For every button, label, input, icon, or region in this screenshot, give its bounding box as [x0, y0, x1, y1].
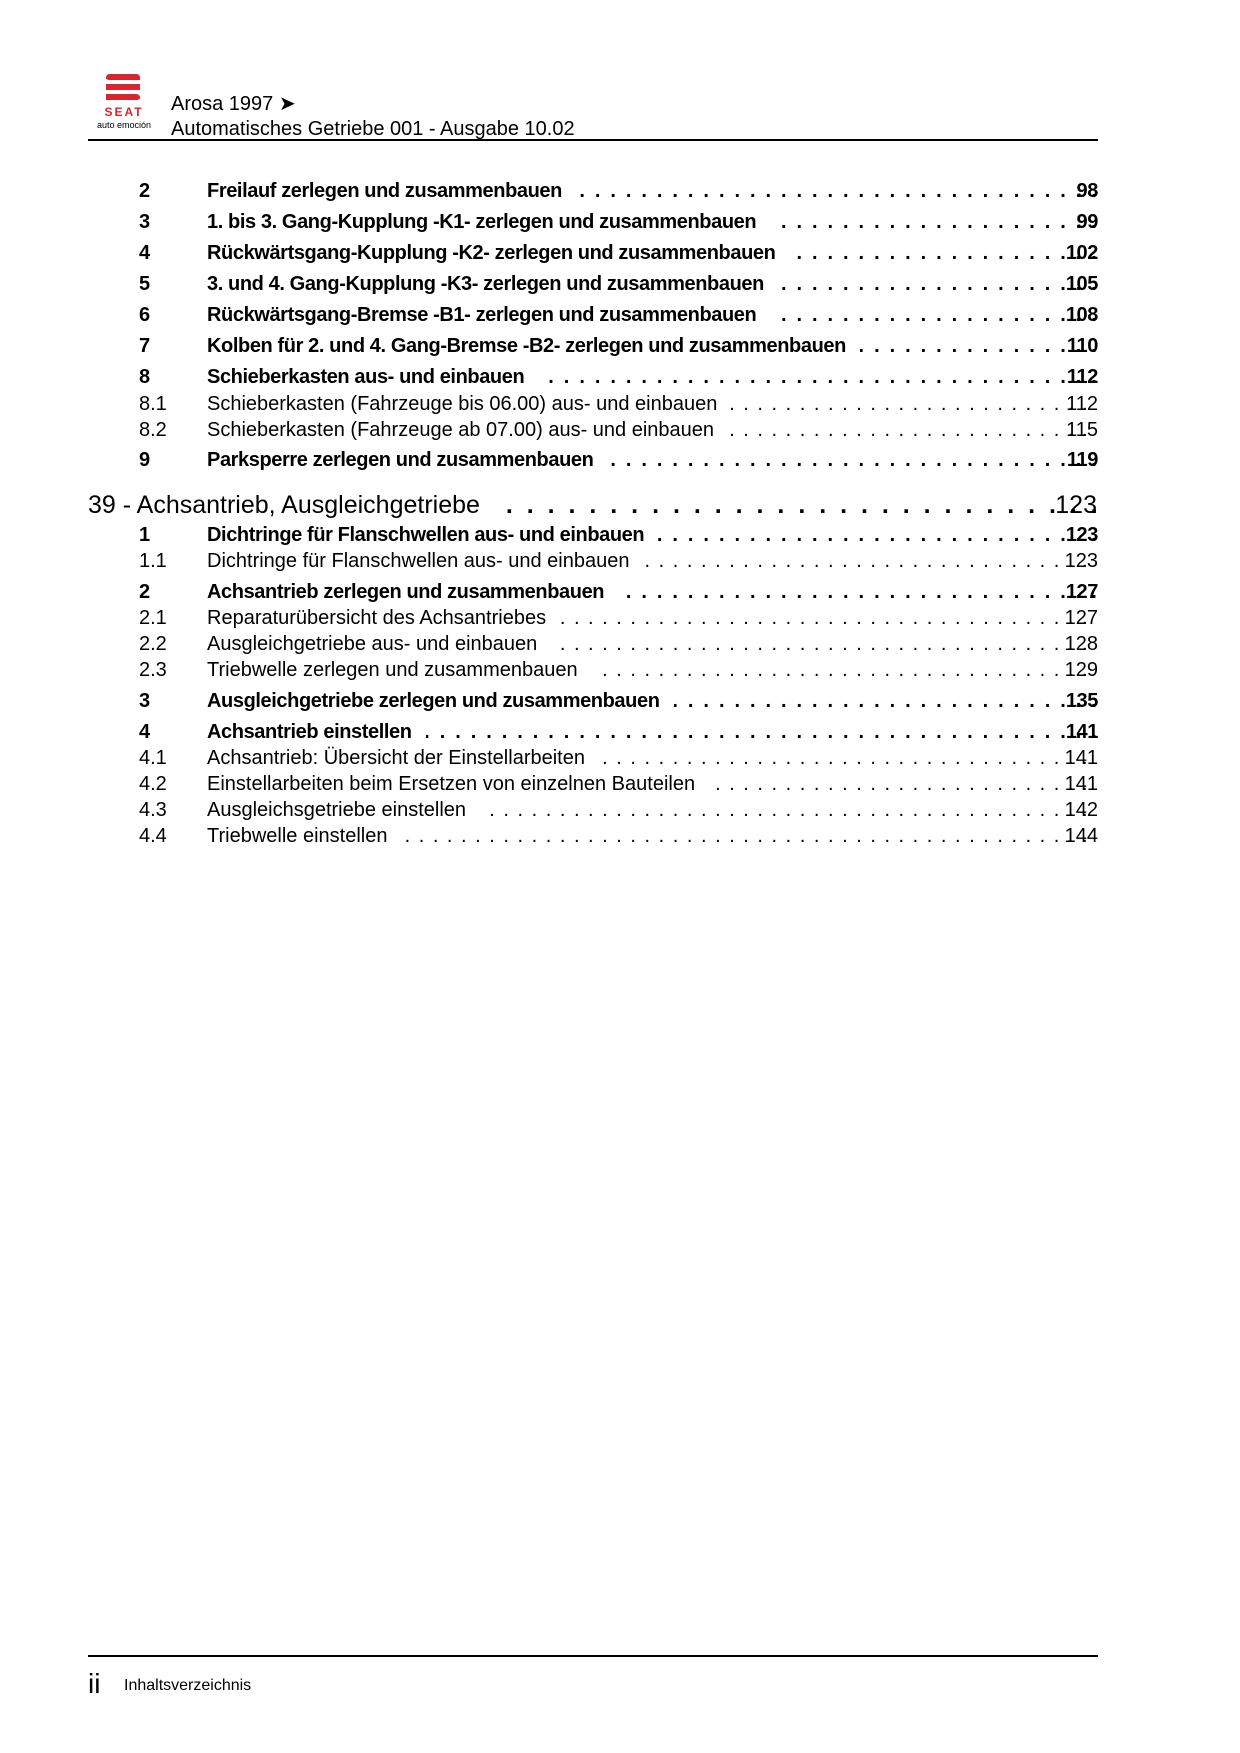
toc-entry-number: 8 — [139, 366, 150, 388]
toc-entry-page: 105 — [1065, 273, 1098, 295]
toc-entry-page: 141 — [1064, 773, 1098, 795]
toc-entry-page: 112 — [1066, 366, 1098, 388]
toc-entry-title: Schieberkasten aus- und einbauen — [207, 366, 538, 388]
toc-entry-title: 1. bis 3. Gang-Kupplung -K1- zerlegen und zusammenbauen — [207, 211, 770, 233]
toc-entry-title: Rückwärtsgang-Kupplung -K2- zerlegen und zusammenbauen — [207, 242, 789, 264]
toc-entry-title-leader — [207, 745, 1098, 771]
toc-entry-title-leader — [207, 302, 1098, 328]
toc-entry-title: Reparaturübersicht des Achsantriebes — [207, 607, 560, 629]
toc-entry[interactable] — [0, 631, 1240, 657]
toc-entry-title-leader — [207, 579, 1098, 605]
toc-entry[interactable] — [0, 209, 1240, 235]
toc-entry-title-leader — [207, 797, 1098, 823]
toc-entry-number: 4 — [139, 721, 150, 743]
header-divider — [88, 139, 1098, 141]
toc-entry[interactable] — [0, 417, 1240, 443]
toc-entry-page: 142 — [1064, 799, 1098, 821]
toc-entry-title-leader — [207, 522, 1098, 548]
toc-entry-page: 115 — [1066, 419, 1098, 441]
toc-entry-page: 123 — [1065, 524, 1098, 546]
toc-entry-number: 2.1 — [139, 607, 167, 629]
toc-entry-title-leader — [207, 631, 1098, 657]
toc-entry-page: 128 — [1064, 633, 1098, 655]
toc-entry-page: 144 — [1064, 825, 1098, 847]
document-subtitle: Automatisches Getriebe 001 - Ausgabe 10.02 — [171, 118, 575, 140]
toc-entry-title: Achsantrieb einstellen — [207, 721, 426, 743]
toc-entry-page: 127 — [1065, 581, 1098, 603]
toc-entry-number: 5 — [139, 273, 150, 295]
toc-entry-number: 2 — [139, 581, 150, 603]
logo-wordmark: SEAT — [104, 105, 144, 119]
toc-entry-page: 123 — [1055, 491, 1097, 519]
toc-entry-title-leader — [207, 209, 1098, 235]
footer-page-number: ii — [88, 1668, 101, 1699]
toc-entry-page: 110 — [1066, 335, 1098, 357]
toc-entry-title: Triebwelle einstellen — [207, 825, 401, 847]
toc-entry-page: 127 — [1064, 607, 1098, 629]
toc-entry[interactable] — [0, 522, 1240, 548]
toc-entry-title-leader — [207, 605, 1098, 631]
toc-entry[interactable] — [0, 447, 1240, 473]
toc-entry-title-leader — [207, 240, 1098, 266]
toc-entry-number: 4 — [139, 242, 150, 264]
toc-entry-page: 141 — [1065, 721, 1098, 743]
toc-entry-title-leader — [207, 333, 1098, 359]
toc-entry-number: 4.2 — [139, 773, 167, 795]
logo-tagline: auto emoción — [96, 120, 152, 130]
toc-entry-title-leader — [207, 823, 1098, 849]
toc-entry-page: 123 — [1064, 550, 1098, 572]
toc-entry-page: 98 — [1076, 180, 1098, 202]
toc-entry[interactable] — [0, 178, 1240, 204]
seat-logo-icon — [88, 70, 160, 132]
document-model: Arosa 1997 ➤ — [171, 93, 296, 115]
toc-entry-title: Dichtringe für Flanschwellen aus- und einbauen — [207, 524, 658, 546]
toc-entry-title-leader — [207, 391, 1098, 417]
toc-entry[interactable] — [0, 548, 1240, 574]
toc-entry-title-leader — [207, 417, 1098, 443]
toc-entry[interactable] — [0, 719, 1240, 745]
toc-entry-number: 8.2 — [139, 419, 167, 441]
toc-entry-number: 3 — [139, 211, 150, 233]
toc-entry-number: 6 — [139, 304, 150, 326]
toc-entry-number: 4.3 — [139, 799, 167, 821]
toc-entry-title: Dichtringe für Flanschwellen aus- und einbauen — [207, 550, 643, 572]
toc-entry-number: 2.2 — [139, 633, 167, 655]
toc-entry[interactable] — [0, 271, 1240, 297]
toc-entry-title-leader — [207, 771, 1098, 797]
toc-entry-number: 1 — [139, 524, 150, 546]
toc-entry-title: Achsantrieb zerlegen und zusammenbauen — [207, 581, 618, 603]
seat-logo — [88, 70, 160, 132]
toc-entry-title-leader — [207, 719, 1098, 745]
footer-divider — [88, 1655, 1098, 1657]
toc-entry-page: 112 — [1066, 393, 1098, 415]
toc-entry-title: Schieberkasten (Fahrzeuge bis 06.00) aus- und einbauen — [207, 393, 731, 415]
toc-entry-number: 8.1 — [139, 393, 167, 415]
toc-entry-number: 7 — [139, 335, 150, 357]
toc-entry[interactable] — [0, 797, 1240, 823]
toc-entry-title-leader — [207, 447, 1098, 473]
toc-entry-title: Einstellarbeiten beim Ersetzen von einzelnen Bauteilen — [207, 773, 709, 795]
toc-entry-title-leader — [207, 178, 1098, 204]
toc-entry[interactable] — [0, 579, 1240, 605]
toc-entry[interactable] — [0, 240, 1240, 266]
toc-entry-number: 4.1 — [139, 747, 167, 769]
toc-entry[interactable] — [0, 364, 1240, 390]
toc-entry[interactable] — [0, 745, 1240, 771]
toc-entry[interactable] — [0, 302, 1240, 328]
toc-entry-title: Kolben für 2. und 4. Gang-Bremse -B2- zerlegen und zusammenbauen — [207, 335, 860, 357]
toc-chapter-entry[interactable] — [0, 490, 1240, 520]
toc-entry-page: 129 — [1064, 659, 1098, 681]
toc-entry-number: 1.1 — [139, 550, 167, 572]
toc-entry-title: Achsantrieb: Übersicht der Einstellarbeiten — [207, 747, 599, 769]
toc-entry-title: Ausgleichgetriebe zerlegen und zusammenbauen — [207, 690, 674, 712]
toc-entry-title-leader — [88, 490, 1098, 520]
toc-entry[interactable] — [0, 688, 1240, 714]
toc-entry[interactable] — [0, 771, 1240, 797]
toc-entry-title-leader — [207, 364, 1098, 390]
toc-entry-title: Schieberkasten (Fahrzeuge ab 07.00) aus- und einbauen — [207, 419, 728, 441]
toc-entry-number: 4.4 — [139, 825, 167, 847]
toc-entry-number: 9 — [139, 449, 150, 471]
toc-entry-page: 119 — [1066, 449, 1098, 471]
toc-entry-number: 2.3 — [139, 659, 167, 681]
toc-entry[interactable] — [0, 823, 1240, 849]
toc-entry-title-leader — [207, 688, 1098, 714]
toc-entry-title: Ausgleichsgetriebe einstellen — [207, 799, 480, 821]
toc-entry-title-leader — [207, 271, 1098, 297]
toc-entry[interactable] — [0, 605, 1240, 631]
toc-entry-page: 141 — [1064, 747, 1098, 769]
footer-label: Inhaltsverzeichnis — [124, 1677, 252, 1694]
toc-entry-title: Triebwelle zerlegen und zusammenbauen — [207, 659, 592, 681]
toc-entry-number: 2 — [139, 180, 150, 202]
toc-entry-title: Rückwärtsgang-Bremse -B1- zerlegen und zusammenbauen — [207, 304, 770, 326]
toc-entry-page: 99 — [1076, 211, 1098, 233]
toc-entry[interactable] — [0, 391, 1240, 417]
toc-entry[interactable] — [0, 333, 1240, 359]
toc-entry-title-leader — [207, 548, 1098, 574]
toc-entry-page: 102 — [1065, 242, 1098, 264]
toc-entry-page: 108 — [1065, 304, 1098, 326]
toc-entry-title: 39 - Achsantrieb, Ausgleichgetriebe — [88, 491, 494, 519]
toc-entry[interactable] — [0, 657, 1240, 683]
toc-entry-page: 135 — [1065, 690, 1098, 712]
toc-entry-title: 3. und 4. Gang-Kupplung -K3- zerlegen und zusammenbauen — [207, 273, 778, 295]
toc-entry-title-leader — [207, 657, 1098, 683]
toc-entry-title: Freilauf zerlegen und zusammenbauen — [207, 180, 576, 202]
toc-entry-number: 3 — [139, 690, 150, 712]
toc-entry-title: Parksperre zerlegen und zusammenbauen — [207, 449, 607, 471]
toc-entry-title: Ausgleichgetriebe aus- und einbauen — [207, 633, 551, 655]
